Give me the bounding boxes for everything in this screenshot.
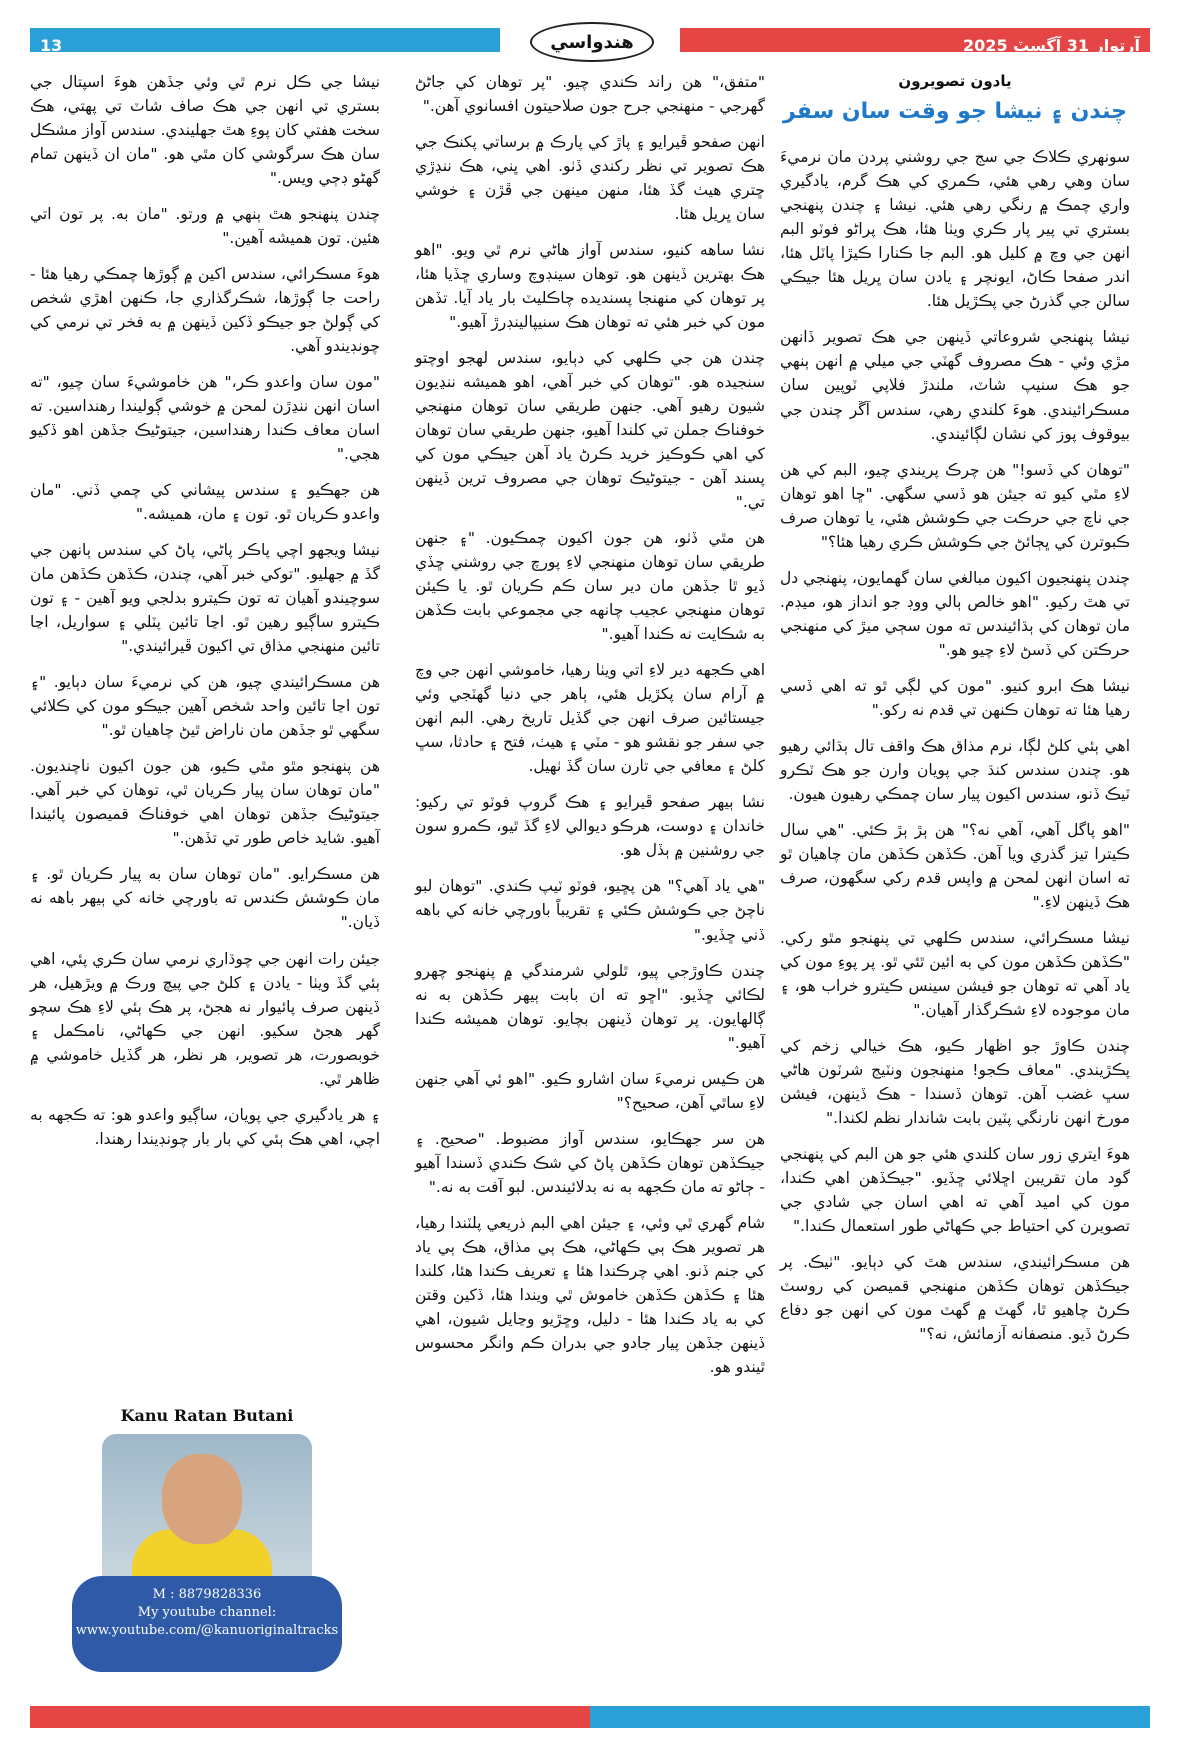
article-column-middle bbox=[415, 70, 765, 1391]
article-paragraph: نشا ٻيهر صفحو ڦيرايو ۽ هڪ گروپ فوٽو تي رکيو: خاندان ۽ دوست، هرڪو ديوالي لاءِ گڏ ٿيو، ڪمرو سون جي روشنين ۾ ٻڏل هو. bbox=[415, 793, 765, 860]
header-blue-bar bbox=[30, 28, 500, 55]
author-face bbox=[162, 1454, 242, 1544]
header-red-bar bbox=[680, 28, 1150, 55]
issue-date: آرتوار 31 آگسٽ 2025 bbox=[963, 36, 1140, 55]
article-paragraph: "هي ياد آهي؟" هن پڇيو، فوٽو ٽيپ ڪندي. "توهان لبو ناچڻ جي ڪوشش ڪئي ۽ تقريباً باورچي خانه کي باهه ڏني ڇڏيو." bbox=[415, 877, 765, 944]
article-paragraph: جيئن رات انهن جي چوڌاري نرمي سان ڪري پئي، اهي ٻئي گڏ ويٺا - يادن ۽ کلڻ جي پيچ ورڪ ۾ ويڙهيل، هر ڏينهن صرف پائيوار نه هجڻ، پر هڪ ٻئي لاءِ هڪ سچو گهر هجڻ سکيو. انهن جي ڪهاڻي، نامڪمل ۽ خوبصورت، هر تصوير، هر نظر، هر گڏيل خاموشي ۾ ظاهر ٿي. bbox=[30, 949, 380, 1088]
article-kicker: يادون تصويرون bbox=[898, 72, 1012, 90]
article-paragraph: نيشا جي ڪل نرم ٿي وئي جڏهن هوءَ اسپتال جي بستري تي انهن جي هڪ صاف شاٽ تي پهتي، هڪ سخت هفتي کان پوءِ هٿ جهليندي. سندس آواز مشڪل سان هڪ سرگوشي کان مٿي هو. "مان ان ڏينهن تمام گهڻو ڊڄي ويس." bbox=[30, 73, 380, 188]
channel-label: My youtube channel: bbox=[137, 1605, 277, 1621]
article-paragraph: نيشا ويجهو اچي پاڪر پاڻي، پاڻ کي سندس ٻانهن جي گڏ ۾ جهليو. "توکي خبر آهي، چندن، ڪڏهن ڪڏهن مان سوچيندو آهيان ته تون ڪيترو بدلجي ويو آهين - ۽ تون ڪيترو ساڳيو رهين ٿو. اڃا تائين پٽلي ۽ سواريل، اڃا تائين منهنجي مذاق تي اکيون ڦيرائيندي." bbox=[30, 541, 380, 656]
article-column-left bbox=[30, 70, 380, 1163]
article-paragraph: انهن صفحو ڦيرايو ۽ پاڙ کي پارڪ ۾ برساتي پکنڪ جي هڪ تصوير تي نظر رکندي ڏٺو. اهي ڀني، هڪ ننڍڙي ڇتري هيٺ گڏ هئا، منهن مينهن جي ڦڙن ۽ خوشي سان ڀريل هئا. bbox=[415, 133, 765, 224]
column-paragraphs bbox=[780, 145, 1130, 1346]
article-paragraph: نيشا مسڪرائي، سندس ڪلهي تي پنهنجو مٿو رکي. "ڪڏهن ڪڏهن مون کي به ائين ٿئي ٿو. پر پوءِ مون کي ياد آهي ته توهان جو فيشن سينس ڪيترو خراب هو، ۽ مان موجوده لاءِ شڪرگذار آهيان." bbox=[780, 928, 1130, 1019]
column-paragraphs bbox=[415, 70, 765, 1379]
footer-blue-bar bbox=[590, 1706, 1150, 1728]
newspaper-logo: هندواسي bbox=[530, 22, 654, 62]
article-paragraph: "مون سان واعدو ڪر،" هن خاموشيءَ سان چيو، "ته اسان انهن ننڍڙن لمحن ۾ خوشي ڳوليندا رهنداسين. ته اسان معاف ڪندا رهنداسين، جيتوڻيڪ جڏهن اهو ڏکيو هجي." bbox=[30, 373, 380, 464]
article-paragraph: اهي ڪجهه دير لاءِ اتي ويٺا رهيا، خاموشي انهن جي وچ ۾ آرام سان پکڙيل هئي، ٻاهر جي دنيا گهٽجي وئي جيستائين صرف انهن جي گڏيل تاريخ رهي. البم انهن جي سفر جو نقشو هو - مٽي ۽ هيٺ، فتح ۽ حادثا، سڀ کلڻ ۽ معافي جي تارن سان گڏ ٺهيل. bbox=[415, 661, 765, 776]
article-paragraph: نيشا پنهنجي شروعاتي ڏينهن جي هڪ تصوير ڏانهن مڙي وئي - هڪ مصروف گهٽي جي ميلي ۾ انهن ٻنهي جو هڪ سنيپ شاٽ، ملندڙ فلاپي ٽوپين سان مسڪرائيندي. هوءَ کلندي رهي، سندس آڱر چندن جي بيوقوف پوز کي نشان لڳائيندي. bbox=[780, 328, 1130, 443]
article-title: چندن ۽ نيشا جو وقت سان سفر bbox=[783, 99, 1127, 125]
article-paragraph: چندن پنهنجو هٿ ٻنهي ۾ ورتو. "مان به. پر تون اتي هئين. تون هميشه آهين." bbox=[30, 205, 380, 248]
article-paragraph: هن مٿي ڏٺو، هن جون اکيون چمڪيون. "۽ جنهن طريقي سان توهان منهنجي لاءِ پورچ جي روشني ڇڏي ڏيو ٿا جڏهن مان دير سان ڪم ڪريان ٿو. يا ڪيئن توهان منهنجي عجيب چانهه جي مجموعي بابت ڪڏهن به شڪايت نه ڪندا آهيو." bbox=[415, 529, 765, 644]
article-paragraph: "متفق،" هن راند ڪندي چيو. "پر توهان کي جاڻڻ گهرجي - منهنجي جرح جون صلاحيتون افسانوي آهن." bbox=[415, 73, 765, 116]
author-name: Kanu Ratan Butani bbox=[120, 1406, 294, 1425]
article-paragraph: چندن ڪاوڙجي پيو، ٿلولي شرمندگي ۾ پنهنجو چهرو لڪائي ڇڏيو. "اڇو ته ان بابت ٻيهر ڪڏهن به نه ڳالهايون. پر توهان ڏينهن بچايو. توهان هميشه ڪندا آهيو." bbox=[415, 961, 765, 1052]
article-paragraph: هن پنهنجو مٿو مٿي ڪيو، هن جون اکيون ناچنديون. "مان توهان سان پيار ڪريان ٿي، توهان کي خبر آهي. جيتوڻيڪ جڏهن توهان اهي خوفناڪ قميصون پائيندا آهيو. شايد خاص طور تي تڏهن." bbox=[30, 757, 380, 848]
article-paragraph: چندن ڪاوڙ جو اظهار ڪيو، هڪ خيالي زخم کي پڪڙيندي. "معاف ڪجو! منهنجون ونٽيج شرٽون هاڻي سڀ غضب آهن. توهان ڏسندا - هڪ ڏينهن، فيشن مورخ انهن نارنگي پٽين بابت شاندار نظم لکندا." bbox=[780, 1036, 1130, 1127]
page-footer bbox=[30, 1706, 1150, 1728]
article-paragraph: هن سر جهڪايو، سندس آواز مضبوط. "صحيح. ۽ جيڪڏهن توهان ڪڏهن پاڻ کي شڪ ڪندي ڏسندا آهيو - ڄاڻو ته مان ڪجهه به نه بدلائيندس. لبو آفت به نه." bbox=[415, 1129, 765, 1196]
author-contact bbox=[72, 1576, 342, 1672]
article-column-right bbox=[780, 70, 1130, 1358]
article-paragraph: شام گهري ٿي وئي، ۽ جيئن اهي البم ذريعي پلٽندا رهيا، هر تصوير هڪ ٻي ڪهاڻي، هڪ ٻي مذاق، هڪ ٻي ياد کي جنم ڏنو. اهي چرڪندا هئا ۽ تعريف ڪندا هئا، کلندا هئا ۽ ڪڏهن ڪڏهن خاموش ٿي ويندا هئا، ڏکين وقتن کي به ياد ڪندا هئا - دليل، وڇڙيو وڃايل شيون، اهي ڏينهن جڏهن پيار جادو جي بدران ڪم وانگر محسوس ٿيندو هو. bbox=[415, 1213, 765, 1376]
article-paragraph: اهي ٻئي کلڻ لڳا، نرم مذاق هڪ واقف تال ٻڌائي رهيو هو. چندن سندس کنڌ جي پويان وارن جو هڪ ٽڪرو ٽيڪ ڏنو، سندس اکيون پيار سان چمڪي رهيون هيون. bbox=[780, 736, 1130, 803]
article-paragraph: چندن پنهنجيون اکيون مبالغي سان گهمايون، پنهنجي دل تي هٿ رکيو. "اهو خالص ٻالي ووڊ جو انداز هو، ميڊم. مان توهان کي ٻڌائيندس ته مون سڄي ميڙ کي منهنجي حرڪتن کي ڏسڻ لاءِ چيو هو." bbox=[780, 568, 1130, 659]
article-paragraph: هن مسڪرائيندي، سندس هٿ کي دٻايو. "ٺيڪ. پر جيڪڏهن توهان ڪڏهن منهنجي قميصن کي روسٽ ڪرڻ چاهيو ٿا، گهٽ ۾ گهٽ مون کي انهن جو دفاع ڪرڻ ڏيو. منصفانه آزمائش، نه؟" bbox=[780, 1252, 1130, 1344]
article-paragraph: "توهان کي ڏسو!" هن چرڪ پريندي چيو، البم کي هن لاءِ مٿي کيو ته جيئن هو ڏسي سگهي. "ڇا اهو توهان جي ناچ جي حرڪت جي ڪوشش هئي، يا توهان صرف ڪبوترن کي ڀڄائڻ جي ڪوشش ڪري رهيا هئا؟" bbox=[780, 460, 1130, 551]
author-mobile: M : 8879828336 bbox=[152, 1587, 262, 1602]
article-paragraph: هن مسڪرائيندي چيو، هن کي نرميءَ سان دٻايو. "۽ تون اڃا تائين واحد شخص آهين جيڪو مون کي ڪلائي سگهي ٿو جڏهن مان ناراض ٿيڻ چاهيان ٿو." bbox=[30, 673, 380, 740]
channel-url[interactable]: www.youtube.com/@kanuoriginaltracks bbox=[75, 1623, 339, 1639]
article-paragraph: ۽ هر يادگيري جي پويان، ساڳيو واعدو هو: ته ڪجهه به اچي، اهي هڪ ٻئي کي بار بار چونڊيندا رهندا. bbox=[30, 1105, 380, 1148]
footer-red-bar bbox=[30, 1706, 590, 1728]
author-card bbox=[72, 1406, 342, 1686]
author-photo bbox=[102, 1434, 312, 1594]
page-number: 13 bbox=[40, 36, 63, 55]
article-paragraph: هن ڪيس نرميءَ سان اشارو ڪيو. "اهو ئي آهي جنهن لاءِ ساٿي آهن، صحيح؟" bbox=[415, 1069, 765, 1112]
article-paragraph: چندن هن جي ڪلهي کي دٻايو، سندس لهجو اوچتو سنجيده هو. "توهان کي خبر آهي، اهو هميشه ننڍيون شيون رهيو آهي. جنهن طريقي سان توهان منهنجي خوفناڪ جملن تي کلندا آهيو، جنهن طريقي سان توهان کي اهي ڪوڪيز خريد ڪرڻ ياد آهن جيڪي مون کي پسند آهن - جيتوڻيڪ توهان جي مصروف ترين ڏينهن تي." bbox=[415, 349, 765, 512]
article-paragraph: نيشا هڪ ابرو کنيو. "مون کي لڳي ٿو ته اهي ڏسي رهيا هئا ته توهان ڪنهن تي قدم نه رکو." bbox=[780, 676, 1130, 719]
article-paragraph: هن مسڪرايو. "مان توهان سان به پيار ڪريان ٿو. ۽ مان ڪوشش ڪندس ته باورچي خانه کي ٻيهر باهه نه ڏيان." bbox=[30, 865, 380, 932]
column-paragraphs bbox=[30, 70, 380, 1151]
article-paragraph: هوءَ ايتري زور سان کلندي هئي جو هن البم کي پنهنجي گود مان تقريبن اڇلائي ڇڏيو. "جيڪڏهن اهي ڪندا، مون کي اميد آهي ته اهي اسان جي شادي جي تصويرن کي احتياط جي ڪهاڻي طور استعمال ڪندا." bbox=[780, 1144, 1130, 1235]
article-paragraph: "اهو پاگل آهي، آهي نه؟" هن ٻڙ ٻڙ ڪئي. "هي سال ڪيترا تيز گذري ويا آهن. ڪڏهن ڪڏهن مان چاهيان ٿو ته اسان انهن لمحن ۾ واپس قدم رکي سگهون، صرف هڪ ڏينهن لاءِ." bbox=[780, 820, 1130, 911]
article-paragraph: سونهري ڪلاڪ جي سج جي روشني پردن مان نرميءَ سان وهي رهي هئي، ڪمري کي هڪ گرم، يادگيري واري چمڪ ۾ رنگي رهي هئي. نيشا ۽ چندن پنهنجي بستري تي پير پار ڪري ويٺا هئا، هڪ پراڻو فوٽو البم انهن جي وچ ۾ کليل هو. البم جا ڪنارا ڪيڙا پاٽل هئا، اندر صفحا ڪاڻ، ايونچر ۽ يادن سان ڀريل هئا جيڪي سالن جي گذرڻ جي پڪڙيل هئا. bbox=[780, 148, 1130, 311]
article-paragraph: هوءَ مسڪرائي، سندس اکين ۾ ڳوڙها چمڪي رهيا هئا - راحت جا ڳوڙها، شڪرگذاري جا، ڪنهن اهڙي شخص کي ڳولڻ جو جيڪو ڏکين ڏينهن ۾ به فخر تي نرمي کي چونڊيندو آهي. bbox=[30, 265, 380, 356]
page-header bbox=[30, 22, 1150, 58]
article-paragraph: نشا ساهه کنيو، سندس آواز هاڻي نرم ٿي ويو. "اهو هڪ بهترين ڏينهن هو. توهان سينڊوچ وساري ڇڏيا هئا، پر توهان کي منهنجا پسنديده چاڪليٽ بار ياد آيا. تڏهن مون کي خبر هئي ته توهان هڪ سنيپالينڊرڙ آهيو." bbox=[415, 241, 765, 332]
article-paragraph: هن جهڪيو ۽ سندس پيشاني کي چمي ڏني. "مان واعدو ڪريان ٿو. تون ۽ مان، هميشه." bbox=[30, 481, 380, 524]
